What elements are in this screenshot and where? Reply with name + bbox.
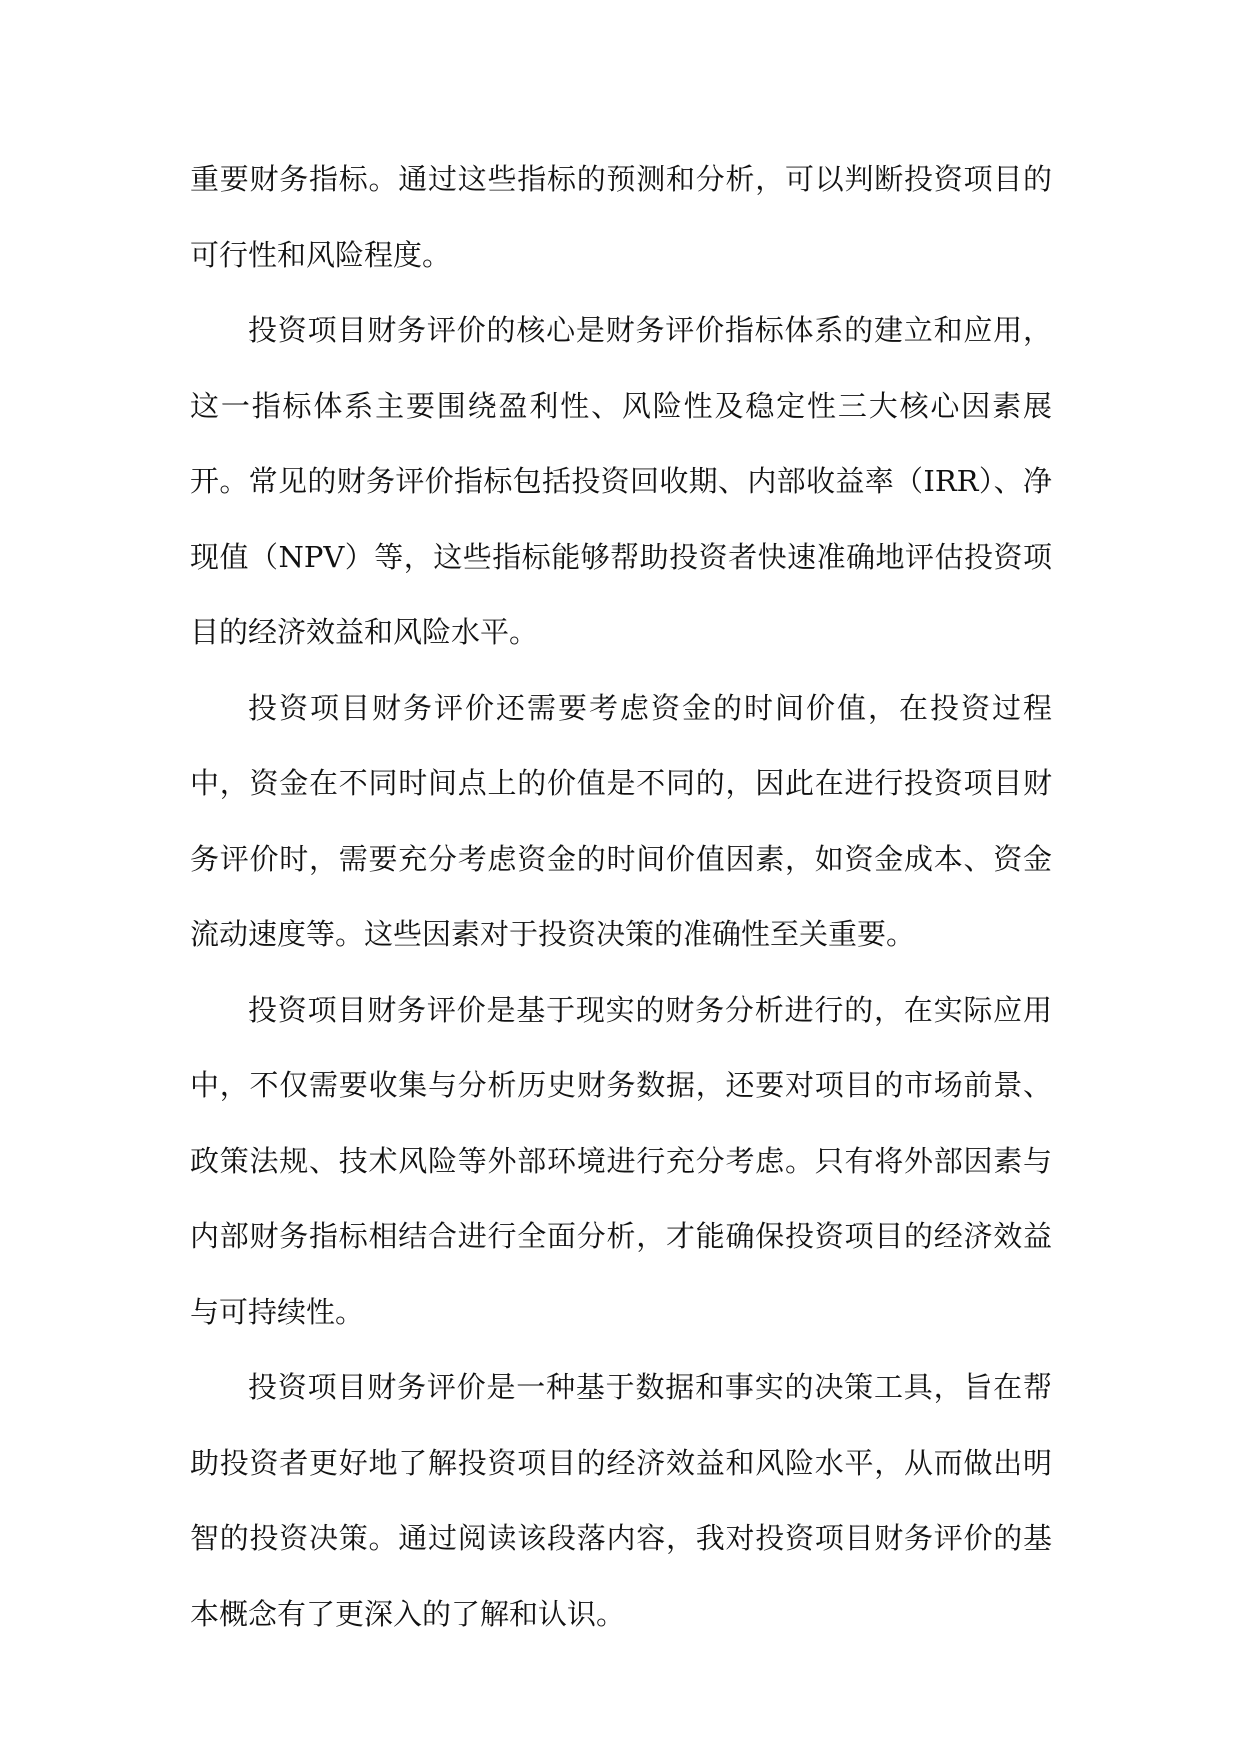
paragraph-5: 投资项目财务评价是一种基于数据和事实的决策工具，旨在帮助投资者更好地了解投资项目的经济效益和风险水平，从而做出明智的投资决策。通过阅读该段落内容，我对投资项目财务评价的基本概念有了更深入的了解和认识。 xyxy=(190,1370,1052,1631)
paragraph-2: 投资项目财务评价的核心是财务评价指标体系的建立和应用，这一指标体系主要围绕盈利性、风险性及稳定性三大核心因素展开。常见的财务评价指标包括投资回收期、内部收益率（IRR）、净现值（NPV）等，这些指标能够帮助投资者快速准确地评估投资项目的经济效益和风险水平。 xyxy=(190,313,1052,649)
paragraph-4: 投资项目财务评价是基于现实的财务分析进行的，在实际应用中，不仅需要收集与分析历史财务数据，还要对项目的市场前景、政策法规、技术风险等外部环境进行充分考虑。只有将外部因素与内部财务指标相结合进行全面分析，才能确保投资项目的经济效益与可持续性。 xyxy=(190,992,1052,1329)
paragraph-3: 投资项目财务评价还需要考虑资金的时间价值，在投资过程中，资金在不同时间点上的价值是不同的，因此在进行投资项目财务评价时，需要充分考虑资金的时间价值因素，如资金成本、资金流动速度等。这些因素对于投资决策的准确性至关重要。 xyxy=(190,690,1052,951)
document-body xyxy=(190,142,1052,1652)
paragraph-1: 重要财务指标。通过这些指标的预测和分析，可以判断投资项目的可行性和风险程度。 xyxy=(190,162,1052,272)
